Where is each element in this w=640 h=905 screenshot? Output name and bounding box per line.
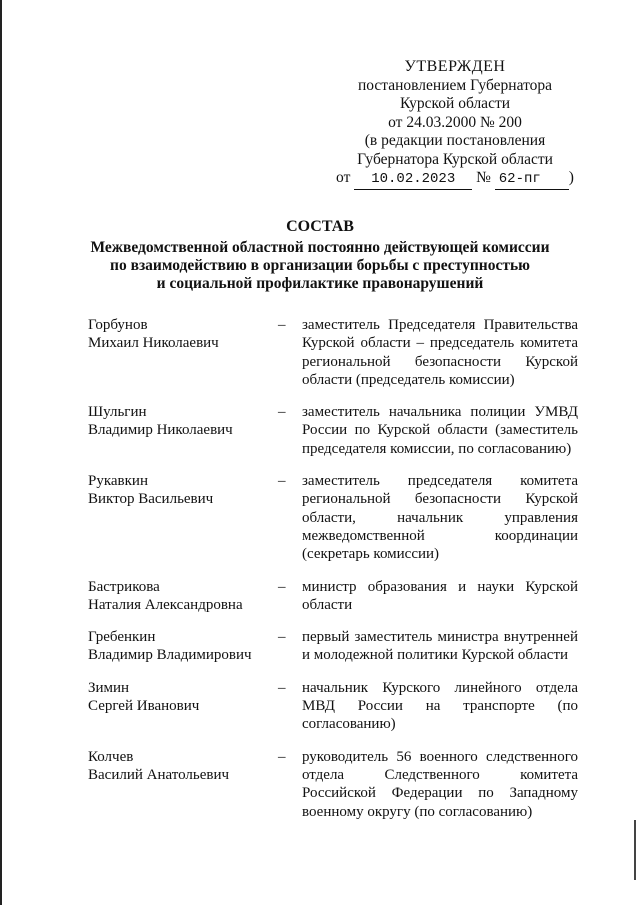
approval-line: Курской области (399, 95, 511, 112)
member-position: министр образования и науки Курской области (302, 578, 578, 613)
member-name (88, 578, 278, 615)
member-surname: Горбунов (88, 317, 148, 333)
member-name (88, 748, 278, 821)
member-name (88, 628, 278, 665)
member-row (88, 679, 578, 734)
member-row (88, 628, 578, 665)
member-name (88, 403, 278, 458)
heading-title: СОСТАВ (286, 218, 354, 235)
approval-line: от 24.03.2000 № 200 (388, 113, 522, 131)
member-surname: Рукавкин (88, 473, 148, 490)
approval-line: постановлением Губернатора (357, 76, 553, 94)
member-row (88, 403, 578, 458)
sig-number: 62-пг (495, 170, 569, 190)
members-list (88, 316, 578, 835)
member-dash: – (278, 629, 286, 646)
member-surname: Бастрикова (88, 578, 160, 595)
member-dash: – (278, 473, 286, 490)
approval-stamp-block (335, 58, 575, 190)
member-surname: Колчев (88, 748, 134, 765)
member-given-names: Михаил Николаевич (88, 335, 219, 352)
member-name (88, 679, 278, 734)
member-given-names: Василий Анатольевич (88, 766, 230, 783)
member-position: заместитель председателя комитета региональной безопасности Курской области, начальник управления межведомственной координации (секретарь комиссии) (302, 473, 578, 563)
member-dash: – (278, 578, 286, 595)
member-row (88, 316, 578, 389)
member-name (88, 472, 278, 563)
member-surname: Зимин (88, 679, 130, 696)
member-given-names: Наталия Александровна (88, 596, 243, 613)
member-name (88, 316, 278, 389)
member-given-names: Сергей Иванович (88, 698, 200, 715)
member-given-names: Виктор Васильевич (88, 491, 214, 508)
member-surname: Шульгин (88, 404, 147, 421)
member-given-names: Владимир Николаевич (88, 422, 233, 439)
approval-line: Губернатора Курской области (357, 150, 553, 168)
member-dash: – (278, 748, 286, 765)
heading-line: по взаимодействию в организации борьбы с преступностью (110, 257, 530, 274)
member-dash: – (278, 404, 286, 421)
scan-edge-left (0, 0, 2, 905)
sig-close: ) (568, 169, 574, 186)
member-position: заместитель Председателя Правительства Курской области – председатель комитета региональной безопасности Курской области (председатель комиссии) (302, 317, 578, 388)
approval-title: УТВЕРЖДЕН (404, 58, 506, 75)
member-row (88, 748, 578, 821)
member-dash: – (278, 679, 286, 696)
member-position: заместитель начальника полиции УМВД России по Курской области (заместитель председателя комиссии, по согласованию) (302, 404, 578, 457)
heading-line: Межведомственной областной постоянно действующей комиссии (90, 239, 550, 256)
member-position: первый заместитель министра внутренней и молодежной политики Курской области (302, 629, 578, 664)
member-position: руководитель 56 военного следственного отдела Следственного комитета Российской Федерации по Западному военному округу (по согласованию) (302, 748, 578, 820)
sig-num-sign: № (476, 169, 491, 186)
scan-edge-right (634, 820, 636, 880)
document-heading (60, 218, 580, 293)
member-row (88, 472, 578, 563)
approval-line: (в редакции постановления (364, 132, 546, 149)
member-dash: – (278, 317, 286, 333)
sig-date: 10.02.2023 (354, 170, 472, 190)
member-surname: Гребенкин (88, 629, 156, 646)
member-row (88, 578, 578, 615)
sig-prefix: от (336, 169, 351, 186)
approval-signature-line (335, 169, 575, 190)
heading-line: и социальной профилактике правонарушений (156, 275, 484, 292)
member-given-names: Владимир Владимирович (88, 647, 252, 664)
member-position: начальник Курского линейного отдела МВД России на транспорте (по согласованию) (302, 679, 578, 733)
